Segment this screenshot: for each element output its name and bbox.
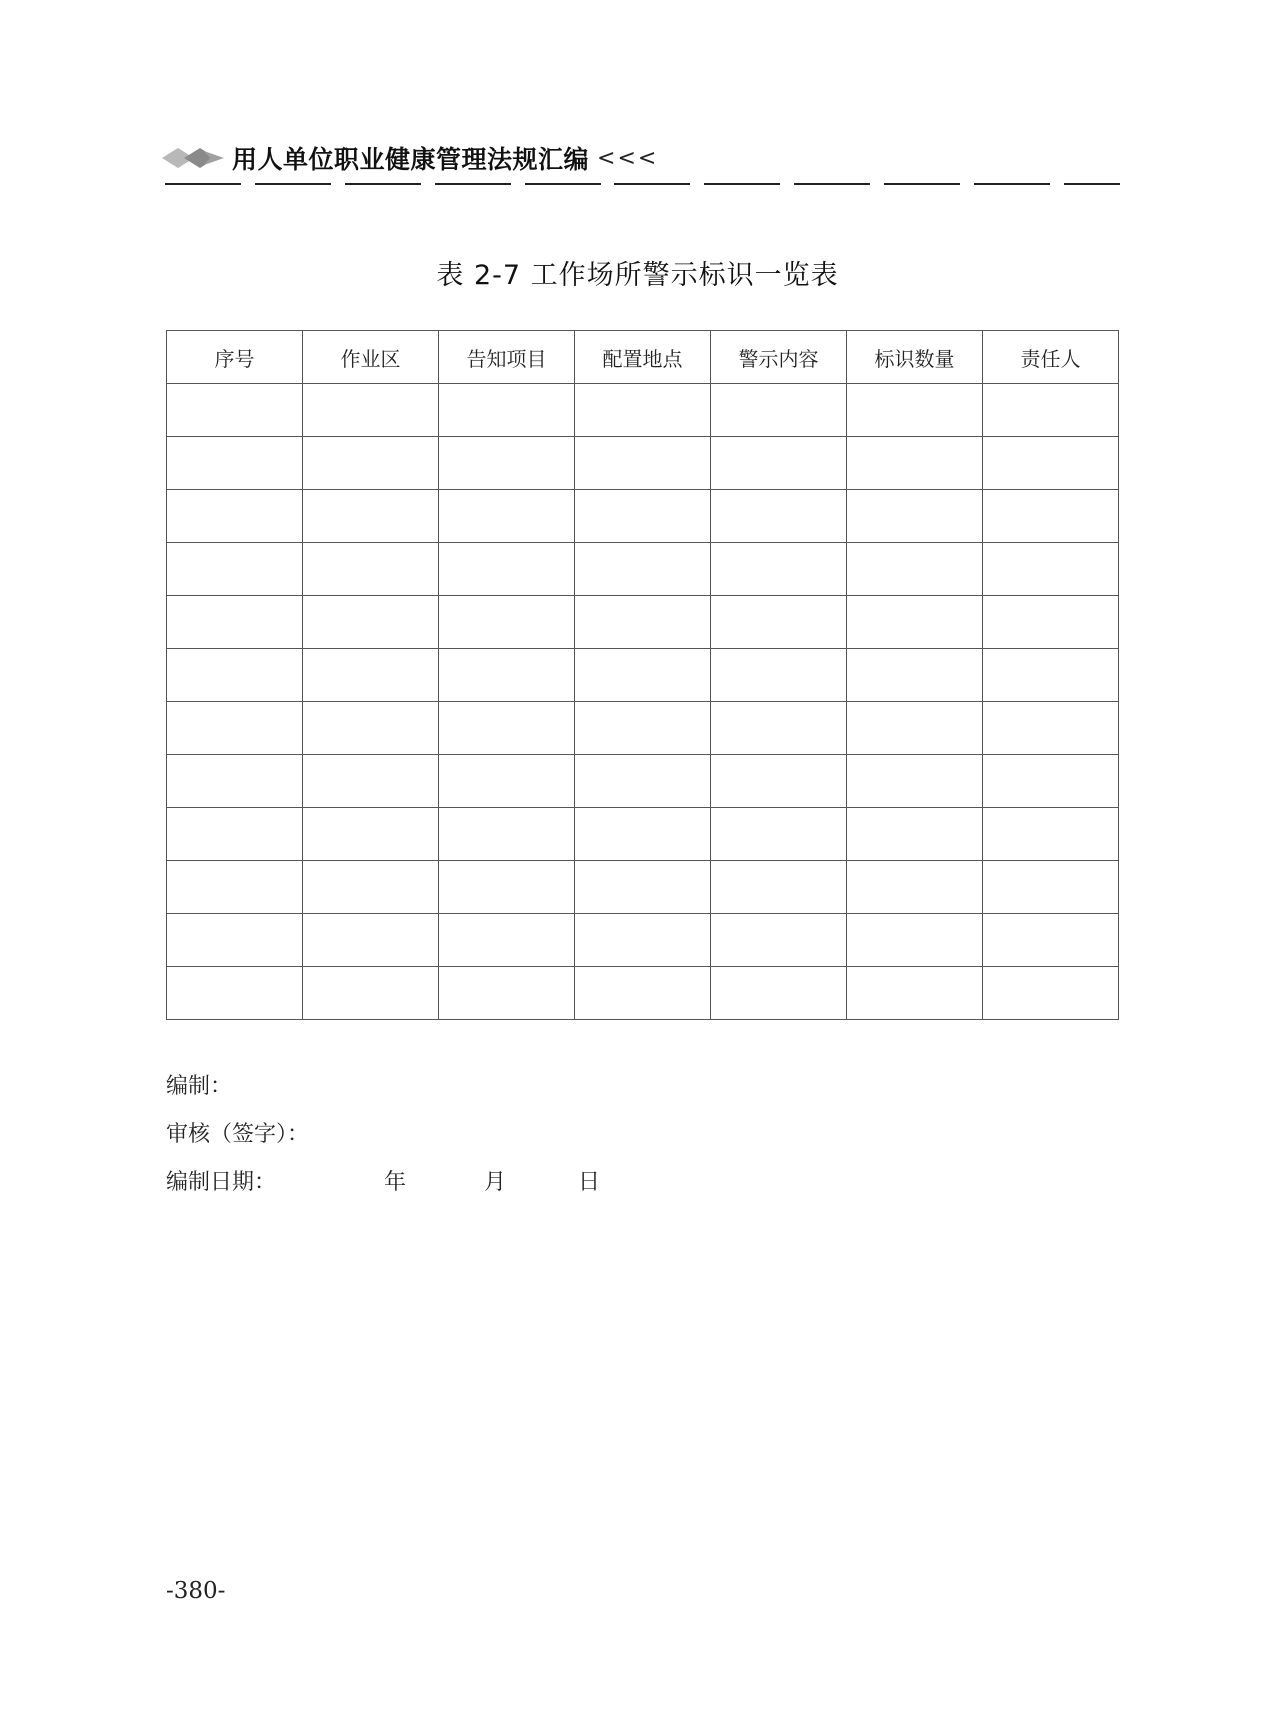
table-cell <box>575 384 711 437</box>
warning-sign-table <box>166 330 1119 1020</box>
table-cell <box>439 967 575 1020</box>
table-cell <box>983 437 1119 490</box>
table-cell <box>711 861 847 914</box>
table-cell <box>439 490 575 543</box>
table-cell <box>303 596 439 649</box>
table-cell <box>575 755 711 808</box>
table-cell <box>711 914 847 967</box>
table-cell <box>167 702 303 755</box>
table-cell <box>847 649 983 702</box>
table-cell <box>439 384 575 437</box>
table-row <box>167 808 1119 861</box>
compiler-label: 编制： <box>166 1074 233 1099</box>
table-cell <box>303 967 439 1020</box>
table-cell <box>711 649 847 702</box>
table-cell <box>711 437 847 490</box>
table-cell <box>983 384 1119 437</box>
table-cell <box>439 914 575 967</box>
table-cell <box>575 543 711 596</box>
table-cell <box>983 702 1119 755</box>
table-cell <box>575 596 711 649</box>
table-cell <box>575 967 711 1020</box>
column-header-warning-content: 警示内容 <box>711 331 847 384</box>
table-row <box>167 437 1119 490</box>
table-cell <box>303 808 439 861</box>
day-label: 日 <box>578 1170 601 1195</box>
table-cell <box>847 755 983 808</box>
column-header-serial: 序号 <box>167 331 303 384</box>
table-cell <box>983 543 1119 596</box>
book-title: 用人单位职业健康管理法规汇编 <box>232 145 590 174</box>
table-cell <box>847 967 983 1020</box>
table-cell <box>303 384 439 437</box>
running-header <box>160 138 658 178</box>
table-cell <box>983 967 1119 1020</box>
column-header-location: 配置地点 <box>575 331 711 384</box>
header-dashed-rule <box>165 183 1120 185</box>
table-cell <box>167 808 303 861</box>
table-row <box>167 543 1119 596</box>
table-cell <box>983 755 1119 808</box>
chevrons-marker: <<< <box>597 145 659 171</box>
year-label: 年 <box>384 1170 407 1195</box>
table-cell <box>575 861 711 914</box>
table-cell <box>983 596 1119 649</box>
table-cell <box>983 914 1119 967</box>
table-cell <box>575 437 711 490</box>
table-title: 表 2-7 工作场所警示标识一览表 <box>436 260 839 291</box>
table-cell <box>575 702 711 755</box>
table-body <box>167 384 1119 1020</box>
table-cell <box>575 649 711 702</box>
table-cell <box>983 649 1119 702</box>
table-cell <box>167 384 303 437</box>
table-cell <box>575 490 711 543</box>
table-row <box>167 755 1119 808</box>
table-cell <box>167 437 303 490</box>
table-row <box>167 967 1119 1020</box>
reviewer-label: 审核（签字）： <box>166 1122 310 1147</box>
table-row <box>167 490 1119 543</box>
table-cell <box>167 755 303 808</box>
table-row <box>167 861 1119 914</box>
table-cell <box>847 861 983 914</box>
table-cell <box>575 914 711 967</box>
reviewer-line <box>166 1111 309 1159</box>
table-cell <box>575 808 711 861</box>
table-cell <box>711 490 847 543</box>
table-cell <box>439 702 575 755</box>
column-header-responsible-person: 责任人 <box>983 331 1119 384</box>
table-cell <box>847 596 983 649</box>
table-cell <box>439 596 575 649</box>
table-cell <box>167 649 303 702</box>
table-cell <box>711 755 847 808</box>
table-cell <box>439 808 575 861</box>
table-cell <box>847 914 983 967</box>
column-header-work-area: 作业区 <box>303 331 439 384</box>
table-row <box>167 596 1119 649</box>
table-cell <box>847 808 983 861</box>
table-cell <box>167 543 303 596</box>
table-cell <box>711 702 847 755</box>
table-cell <box>847 543 983 596</box>
date-label: 编制日期： <box>166 1170 277 1195</box>
table-cell <box>711 596 847 649</box>
table-cell <box>167 914 303 967</box>
table-cell <box>439 649 575 702</box>
table-cell <box>439 755 575 808</box>
month-label: 月 <box>484 1170 507 1195</box>
table-cell <box>167 490 303 543</box>
table-cell <box>303 914 439 967</box>
table-cell <box>847 437 983 490</box>
table-cell <box>439 437 575 490</box>
table-cell <box>303 490 439 543</box>
compiler-line <box>166 1063 309 1111</box>
table-cell <box>847 490 983 543</box>
table-cell <box>167 596 303 649</box>
table-row <box>167 649 1119 702</box>
table-row <box>167 384 1119 437</box>
page-number: -380- <box>166 1578 226 1604</box>
table-cell <box>439 861 575 914</box>
column-header-notice-item: 告知项目 <box>439 331 575 384</box>
table-cell <box>303 702 439 755</box>
signature-block <box>166 1063 601 1207</box>
table-cell <box>847 384 983 437</box>
table-cell <box>303 649 439 702</box>
table-cell <box>711 384 847 437</box>
table-cell <box>983 861 1119 914</box>
table-cell <box>711 543 847 596</box>
table-cell <box>167 861 303 914</box>
table-cell <box>711 808 847 861</box>
table-cell <box>167 967 303 1020</box>
table-cell <box>303 543 439 596</box>
table-cell <box>439 543 575 596</box>
table-header-row <box>167 331 1119 384</box>
double-diamond-icon <box>160 145 226 171</box>
table-row <box>167 914 1119 967</box>
date-line <box>166 1159 601 1207</box>
column-header-sign-count: 标识数量 <box>847 331 983 384</box>
table-cell <box>983 490 1119 543</box>
table-cell <box>983 808 1119 861</box>
table-cell <box>303 437 439 490</box>
table-cell <box>847 702 983 755</box>
table-cell <box>711 967 847 1020</box>
table-row <box>167 702 1119 755</box>
table-cell <box>303 861 439 914</box>
table-cell <box>303 755 439 808</box>
